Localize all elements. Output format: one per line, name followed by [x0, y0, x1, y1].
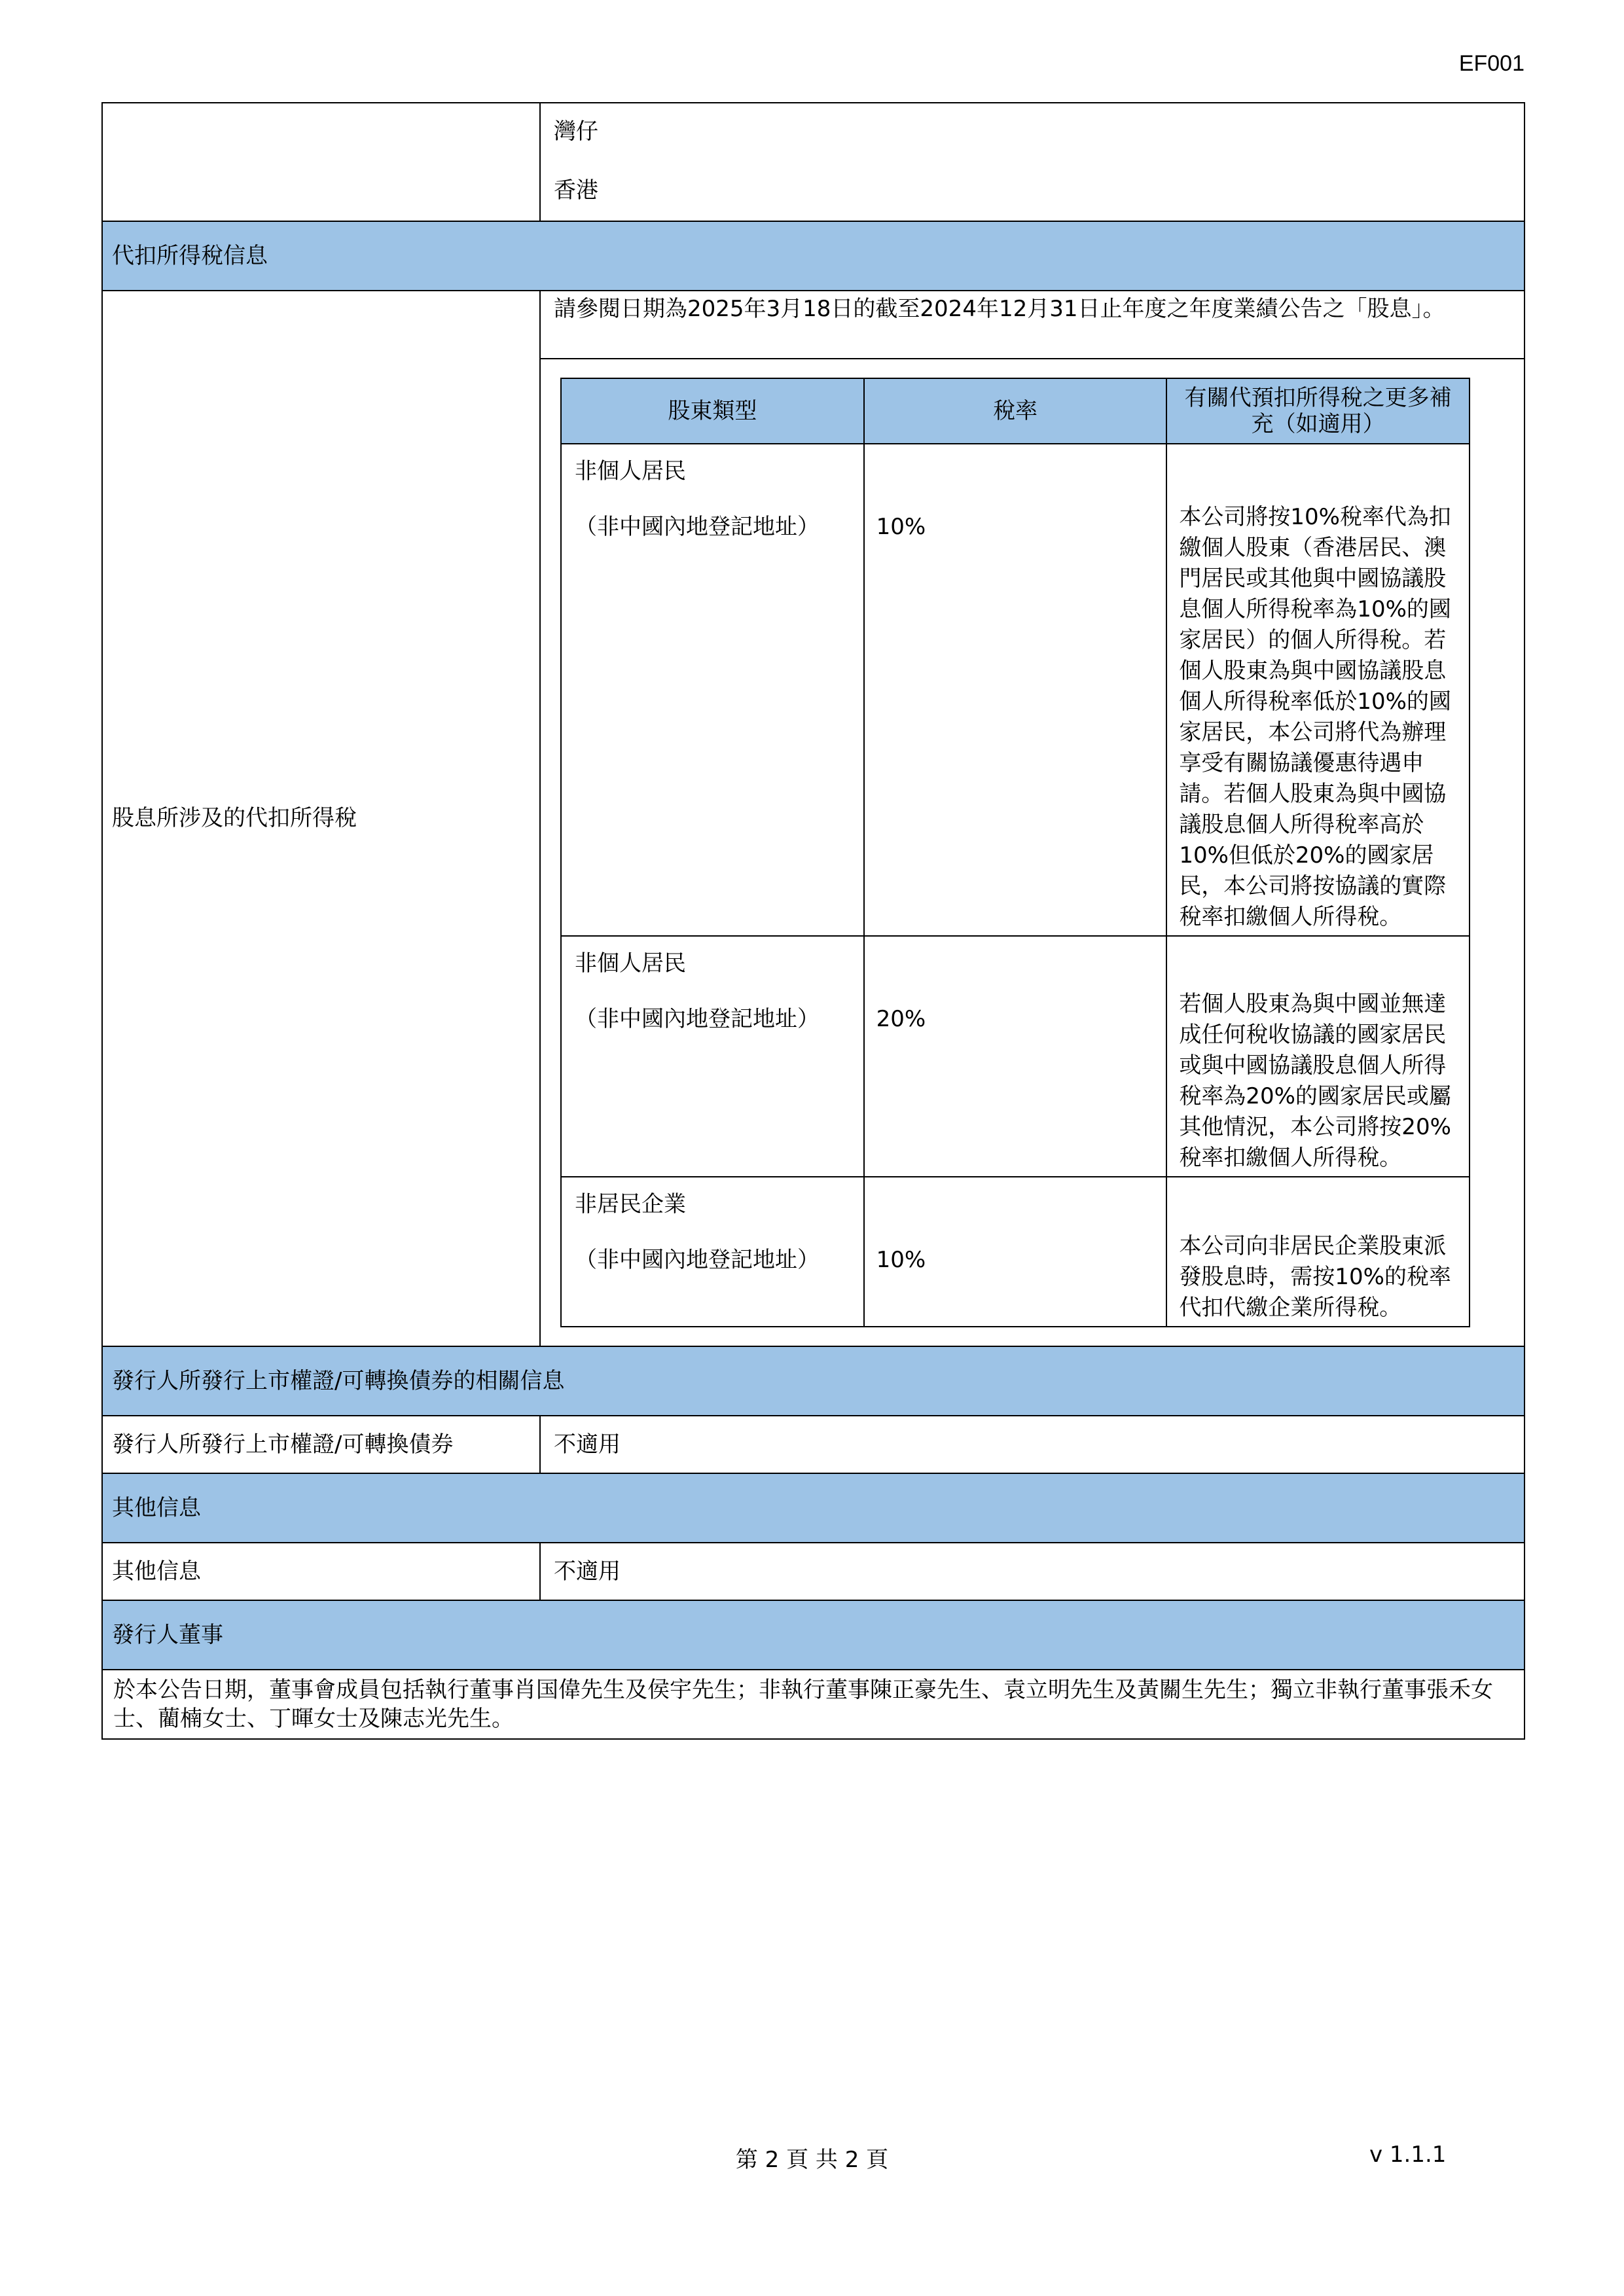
page-number: 第 2 頁 共 2 頁 — [735, 2147, 889, 2173]
shareholder-type-cell — [561, 936, 864, 1177]
warrants-value: 不適用 — [540, 1416, 1525, 1473]
directors-text: 於本公告日期，董事會成員包括執行董事肖国偉先生及侯宇先生；非執行董事陳正豪先生、袁立明先生及黃關生先生；獨立非執行董事張禾女士、藺楠女士、丁暉女士及陳志光先生。 — [102, 1670, 1525, 1739]
shareholder-type: 非個人居民 — [575, 950, 686, 977]
other-info-label: 其他信息 — [102, 1543, 540, 1600]
tax-rate-cell — [864, 936, 1167, 1177]
withholding-note: 請參閱日期為2025年3月18日的截至2024年12月31日止年度之年度業績公告之「股息」。 — [540, 291, 1525, 359]
withholding-note-row — [102, 291, 1525, 359]
shareholder-type-cell — [561, 1177, 864, 1327]
shareholder-type-cell — [561, 444, 864, 936]
withholding-row-label: 股息所涉及的代扣所得稅 — [102, 291, 540, 1346]
shareholder-region: （非中國內地登記地址） — [575, 514, 820, 540]
address-label-cell — [102, 103, 540, 221]
shareholder-region: （非中國內地登記地址） — [575, 1247, 820, 1273]
withholding-section-title: 代扣所得稅信息 — [102, 221, 1525, 291]
warrants-row — [102, 1416, 1525, 1473]
header-shareholder-type: 股東類型 — [561, 378, 864, 444]
tax-rate-table — [560, 378, 1470, 1327]
address-value-cell — [540, 103, 1525, 221]
tax-rate: 10% — [876, 1247, 926, 1273]
directors-row — [102, 1670, 1525, 1739]
withholding-table-cell — [540, 359, 1525, 1346]
warrants-section-header — [102, 1346, 1525, 1416]
shareholder-region: （非中國內地登記地址） — [575, 1006, 820, 1032]
directors-section-header — [102, 1600, 1525, 1670]
warrants-label: 發行人所發行上市權證/可轉換債券 — [102, 1416, 540, 1473]
tax-remarks: 本公司向非居民企業股東派發股息時，需按10%的稅率代扣代繳企業所得稅。 — [1166, 1177, 1470, 1327]
address-line-2: 香港 — [554, 177, 598, 204]
header-tax-rate: 稅率 — [864, 378, 1167, 444]
shareholder-type: 非個人居民 — [575, 458, 686, 484]
other-info-row — [102, 1543, 1525, 1600]
header-remarks: 有關代預扣所得稅之更多補充（如適用） — [1166, 378, 1470, 444]
directors-section-title: 發行人董事 — [102, 1600, 1525, 1670]
tax-table-row — [561, 936, 1470, 1177]
address-row — [102, 103, 1525, 221]
tax-table-header-row — [561, 378, 1470, 444]
warrants-section-title: 發行人所發行上市權證/可轉換債券的相關信息 — [102, 1346, 1525, 1416]
tax-rate: 20% — [876, 1006, 926, 1032]
tax-rate: 10% — [876, 514, 926, 540]
other-section-header — [102, 1473, 1525, 1543]
tax-rate-cell — [864, 1177, 1167, 1327]
tax-table-row — [561, 1177, 1470, 1327]
other-info-value: 不適用 — [540, 1543, 1525, 1600]
shareholder-type: 非居民企業 — [575, 1191, 686, 1217]
tax-remarks: 本公司將按10%稅率代為扣繳個人股東（香港居民、澳門居民或其他與中國協議股息個人所得稅率為10%的國家居民）的個人所得稅。若個人股東為與中國協議股息個人所得稅率低於10%的國家居民，本公司將代為辦理享受有關協議優惠待遇申請。若個人股東為與中國協議股息個人所得稅率高於10%但低於20%的國家居民，本公司將按協議的實際稅率扣繳個人所得稅。 — [1166, 444, 1470, 936]
announcement-table — [101, 102, 1525, 1740]
tax-table-row — [561, 444, 1470, 936]
other-section-title: 其他信息 — [102, 1473, 1525, 1543]
tax-remarks: 若個人股東為與中國並無達成任何稅收協議的國家居民或與中國協議股息個人所得稅率為20%的國家居民或屬其他情況，本公司將按20%稅率扣繳個人所得稅。 — [1166, 936, 1470, 1177]
version-label: v 1.1.1 — [1369, 2142, 1447, 2168]
withholding-section-header — [102, 221, 1525, 291]
address-line-1: 灣仔 — [554, 118, 598, 145]
tax-rate-cell — [864, 444, 1167, 936]
form-code: EF001 — [1458, 51, 1525, 76]
